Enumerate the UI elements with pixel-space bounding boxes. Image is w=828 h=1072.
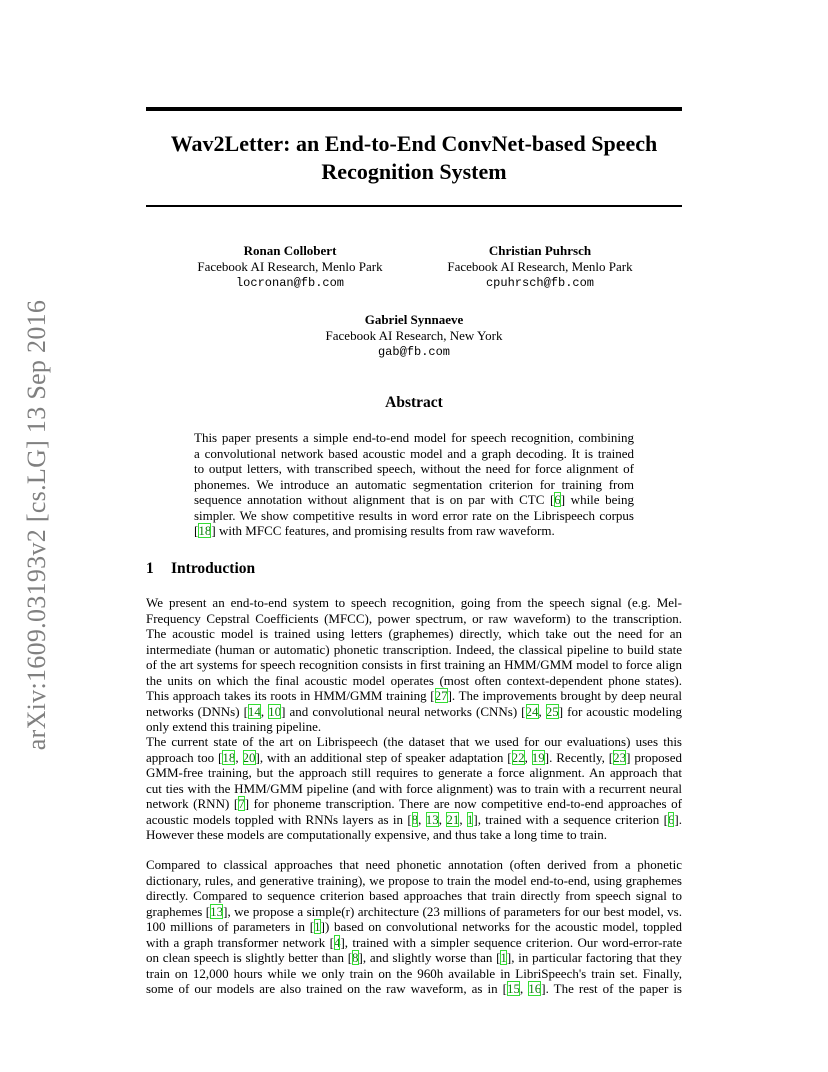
title-rule-bottom (146, 205, 682, 207)
paragraph-line: intermediate (human or automatic) phonetic transcription. Indeed, the classical pipeline to build state (146, 641, 682, 657)
citation-link[interactable]: 16 (528, 981, 542, 996)
paragraph-line: GMM-free training, but the approach still requires to generate a force alignment. An approach that (146, 765, 682, 780)
abstract-line: a convolutional network based acoustic model and a graph decoding. It is trained (194, 445, 634, 461)
abstract-line: phonemes. We introduce an automatic segmentation criterion for training from (194, 476, 634, 492)
paragraph-line: network (RNN) [7] for phoneme transcription. There are now competitive end-to-end approaches of (146, 796, 682, 811)
paragraph (146, 734, 682, 843)
author-affiliation: Facebook AI Research, Menlo Park (197, 259, 383, 274)
paragraph (146, 857, 682, 997)
author-block (430, 243, 650, 291)
paragraph-line: approach too [18, 20], with an additional step of speaker adaptation [22, 19]. Recently, [23] proposed (146, 749, 682, 765)
citation-link[interactable]: 15 (506, 981, 520, 996)
citation-link[interactable]: 13 (210, 903, 224, 919)
abstract-text (194, 430, 634, 539)
arxiv-identifier: arXiv:1609.03193v2 [cs.LG] 13 Sep 2016 (22, 299, 51, 751)
title-line-1: Wav2Letter: an End-to-End ConvNet-based Speech (170, 131, 658, 156)
author-affiliation: Facebook AI Research, Menlo Park (447, 259, 633, 274)
author-name: Gabriel Synnaeve (364, 312, 464, 327)
citation-link[interactable]: 6 (554, 492, 561, 507)
citation-link[interactable]: 10 (268, 703, 282, 719)
abstract-line: simpler. We show competitive results in word error rate on the Librispeech corpus (194, 507, 634, 523)
citation-link[interactable]: 25 (545, 703, 559, 719)
author-email[interactable]: locronan@fb.com (235, 276, 345, 290)
paragraph-line: 100 millions of parameters in [1]) based on convolutional networks for the acoustic model, toppled (146, 919, 682, 934)
section-title: Introduction (171, 560, 256, 577)
citation-link[interactable]: 8 (411, 811, 419, 827)
citation-link[interactable]: 1 (466, 811, 474, 827)
paragraph-line: acoustic models toppled with RNNs layers as in [8, 13, 21, 1], trained with a sequence criterion [6]. (146, 811, 682, 827)
paragraph-line: train on 12,000 hours while we only train on the 960h available in LibriSpeech's train set. Finally, (146, 965, 682, 981)
citation-link[interactable]: 21 (446, 811, 460, 827)
citation-link[interactable]: 20 (242, 749, 256, 765)
paragraph-line: cut ties with the HMM/GMM pipeline (and with force alignment) was to train with a recurrent neural (146, 780, 682, 796)
paragraph-line: This approach takes its roots in HMM/GMM training [27]. The improvements brought by deep neural (146, 688, 682, 703)
paragraph-line: graphemes [13], we propose a simple(r) architecture (23 millions of parameters for our best model, vs. (146, 903, 682, 919)
paragraph-line: of the art systems for speech recognition consists in first training an HMM/GMM model to force align (146, 657, 682, 672)
paragraph-line: on clean speech is slightly better than [8], and slightly worse than [1], in particular factoring that they (146, 950, 682, 965)
author-block (300, 312, 528, 360)
citation-link[interactable]: 1 (500, 950, 507, 965)
author-affiliation: Facebook AI Research, New York (325, 328, 503, 343)
paper-title (146, 130, 682, 186)
title-line-2: Recognition System (321, 159, 507, 184)
abstract-line: to output letters, with transcribed speech, without the need for force alignment of (194, 461, 634, 476)
section-heading (146, 560, 682, 578)
citation-link[interactable]: 18 (198, 523, 212, 538)
citation-link[interactable]: 27 (434, 688, 448, 703)
title-rule-top (146, 107, 682, 111)
citation-link[interactable]: 22 (511, 749, 525, 765)
author-name: Christian Puhrsch (488, 243, 592, 258)
abstract-line: sequence annotation without alignment that is on par with CTC [6] while being (194, 492, 635, 507)
paragraph-line: with a graph transformer network [4], trained with a simpler sequence criterion. Our word-error-rate (146, 934, 682, 950)
paragraph-line: Compared to classical approaches that need phonetic annotation (often derived from a phonetic (146, 857, 682, 872)
citation-link[interactable]: 1 (314, 919, 321, 934)
paragraph-line: dictionary, rules, and generative training), we propose to train the model end-to-end, using graphemes (146, 872, 682, 888)
paragraph-line: We present an end-to-end system to speech recognition, going from the speech signal (e.g. Mel- (146, 595, 682, 610)
paragraph-line: directly. Compared to sequence criterion based approaches that train directly from speech signal to (146, 888, 682, 903)
citation-link[interactable]: 18 (222, 749, 236, 765)
author-email[interactable]: cpuhrsch@fb.com (485, 276, 595, 290)
citation-link[interactable]: 8 (352, 950, 359, 965)
citation-link[interactable]: 7 (238, 796, 245, 811)
citation-link[interactable]: 14 (247, 703, 261, 719)
citation-link[interactable]: 23 (613, 749, 627, 765)
paragraph-line: networks (DNNs) [14, 10] and convolutional neural networks (CNNs) [24, 25] for acoustic modeling (146, 703, 683, 719)
abstract-heading: Abstract (385, 394, 443, 411)
paragraph-line: some of our models are also trained on the raw waveform, as in [15, 16]. The rest of the paper is (146, 981, 682, 996)
author-name: Ronan Collobert (243, 243, 337, 258)
section-number: 1 (146, 560, 154, 577)
author-email[interactable]: gab@fb.com (377, 345, 450, 359)
abstract-line: [18] with MFCC features, and promising results from raw waveform. (194, 523, 555, 538)
citation-link[interactable]: 4 (333, 934, 341, 950)
paragraph-line: the units on which the final acoustic model operates (most often context-dependent phone states). (146, 672, 682, 688)
paragraph-line: Frequency Cepstral Coefficients (MFCC), power spectrum, or raw waveform) to the transcription. (146, 610, 682, 626)
citation-link[interactable]: 6 (667, 811, 675, 827)
paragraph-line: The acoustic model is trained using letters (graphemes) directly, which take out the need for an (146, 626, 682, 641)
paragraph-line: The current state of the art on Librispeech (the dataset that we used for our evaluations) uses this (146, 734, 682, 749)
citation-link[interactable]: 24 (525, 703, 539, 719)
paragraph-line: However these models are computationally expensive, and thus take a long time to train. (146, 827, 608, 842)
abstract-line: This paper presents a simple end-to-end model for speech recognition, combining (194, 430, 634, 445)
paragraph (146, 595, 682, 735)
citation-link[interactable]: 13 (425, 811, 439, 827)
author-block (180, 243, 400, 291)
citation-link[interactable]: 19 (531, 749, 545, 765)
paragraph-line: only extend this training pipeline. (146, 719, 322, 734)
